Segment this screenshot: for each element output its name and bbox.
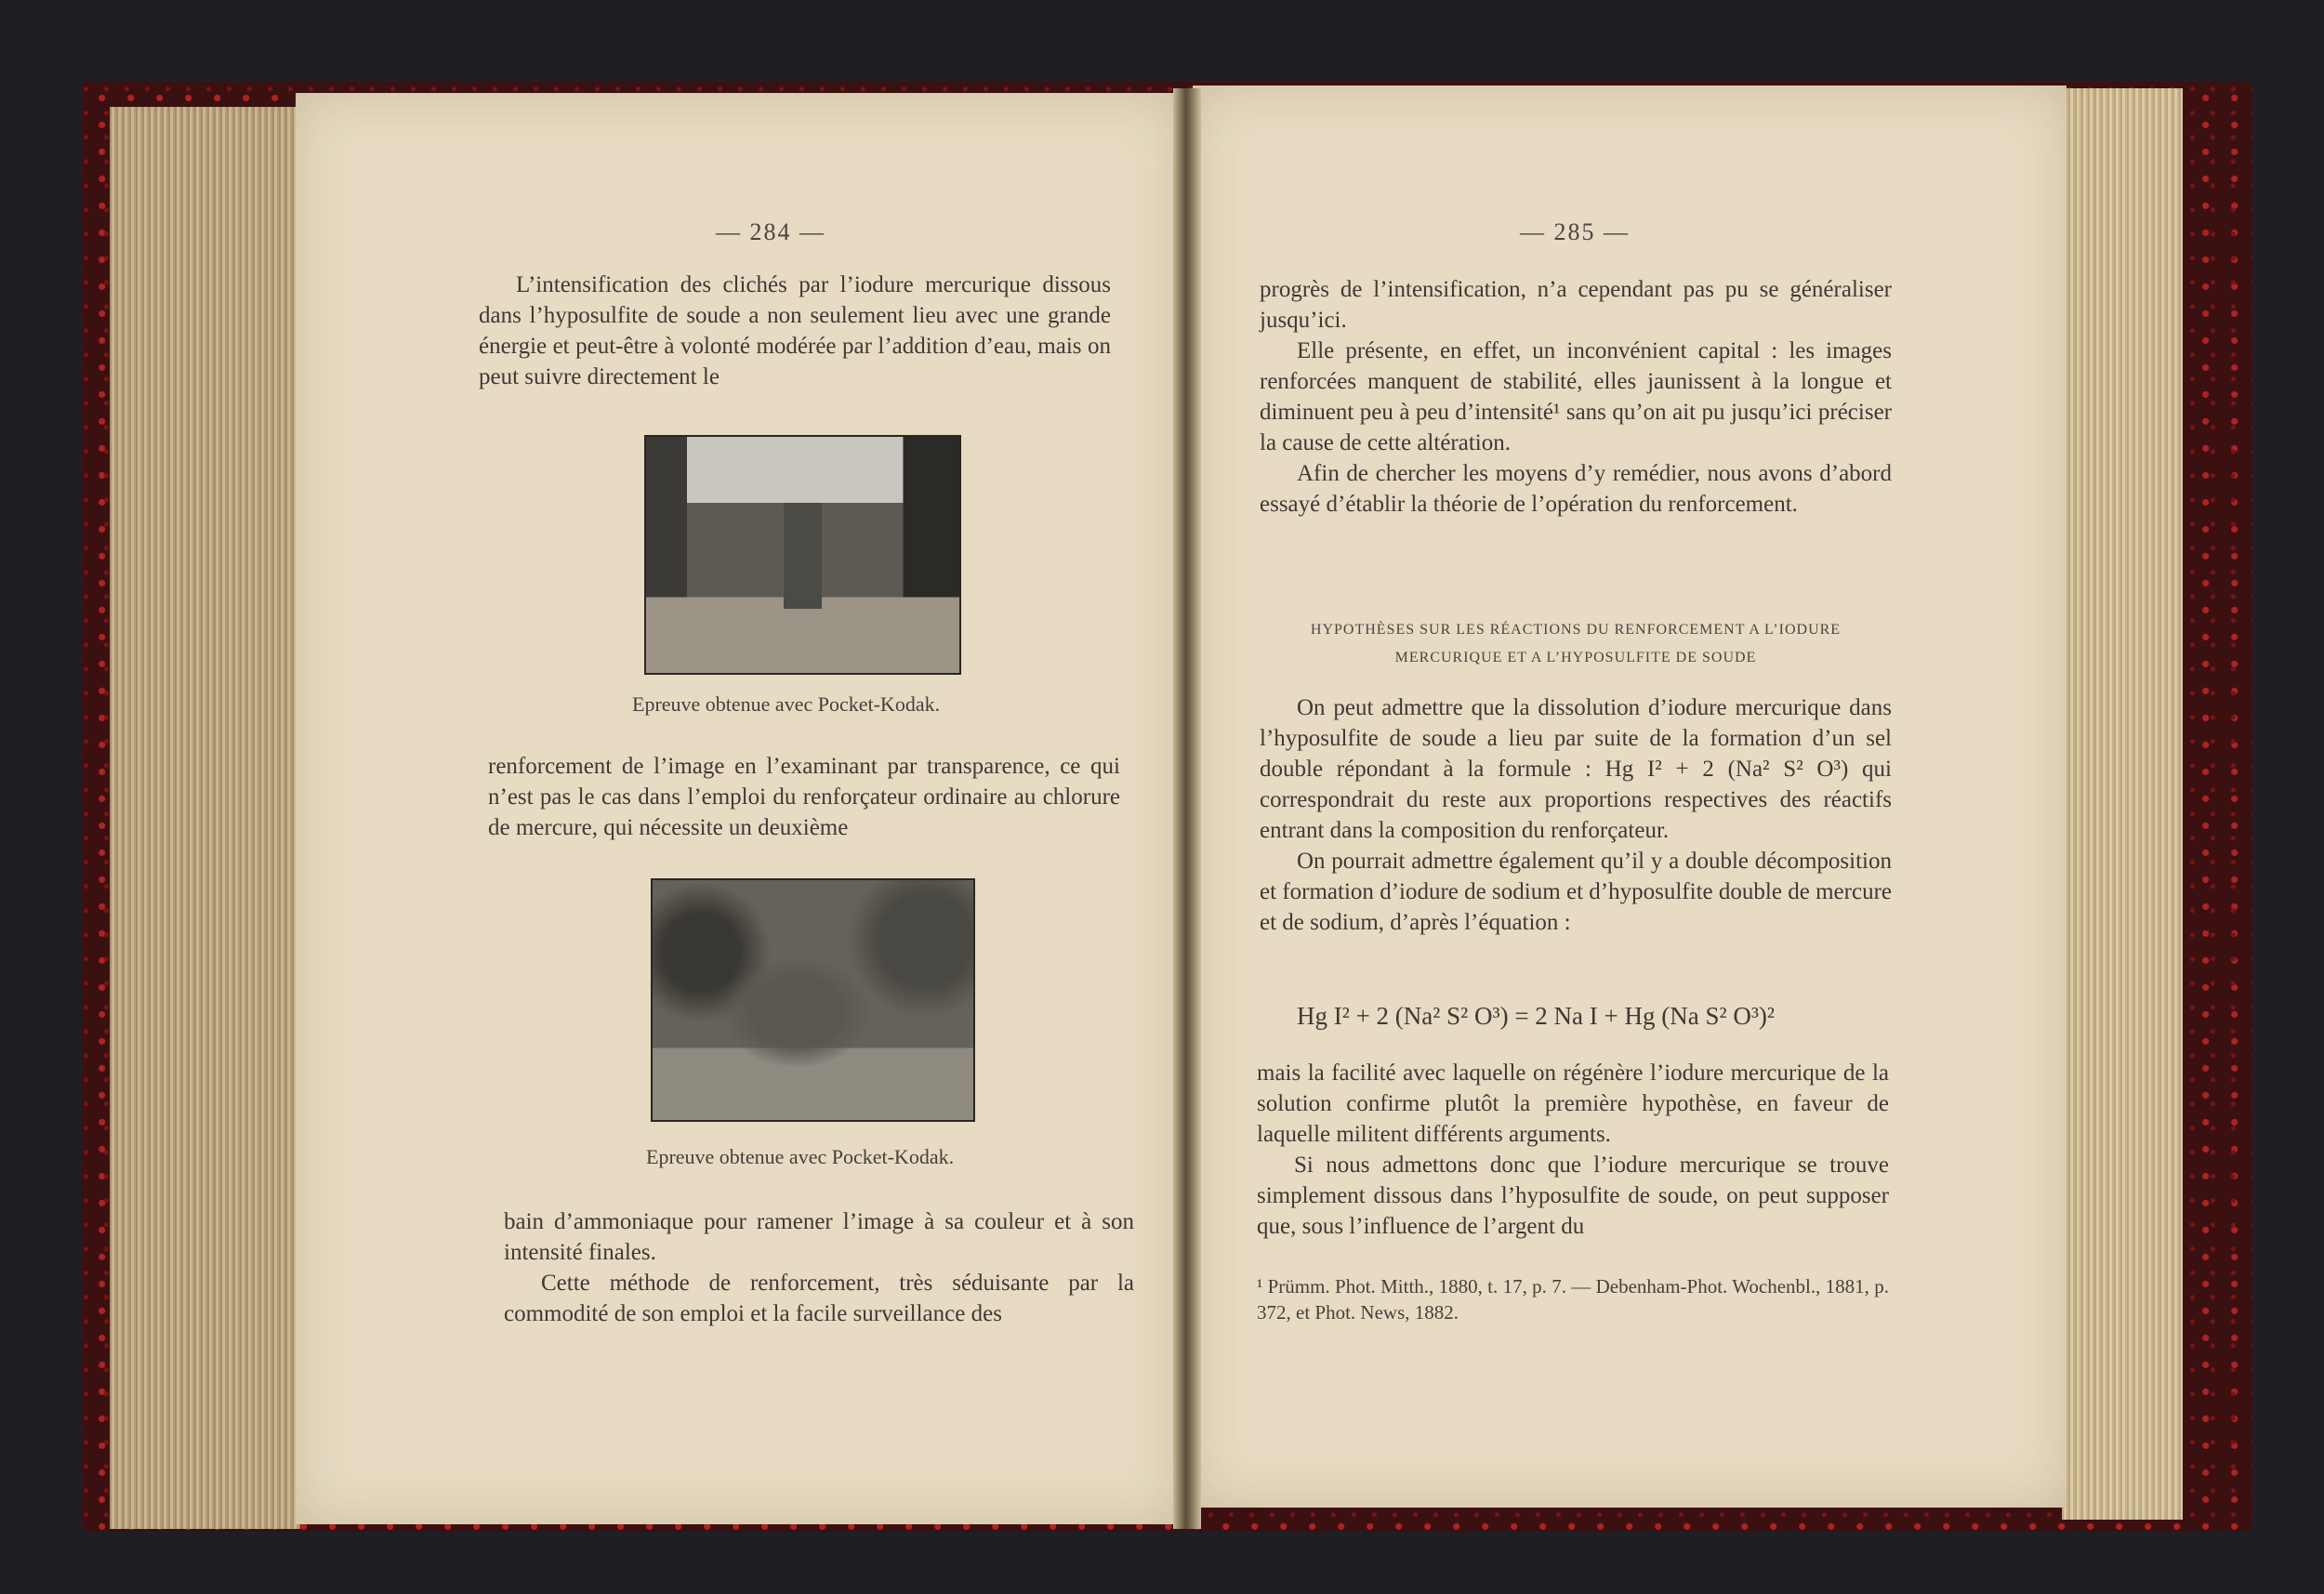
page-number-left: — 284 — — [716, 218, 825, 245]
page-block-right — [2062, 88, 2183, 1520]
left-paragraph-2 — [488, 751, 1120, 843]
footnote: ¹ Prümm. Phot. Mitth., 1880, t. 17, p. 7. — Debenham-Phot. Wochenbl., 1881, p. 372, et Phot. News, 1882. — [1257, 1275, 1889, 1324]
paragraph: bain d’ammoniaque pour ramener l’image à sa couleur et à son intensité finales. — [504, 1209, 1134, 1265]
right-paragraphs-middle — [1260, 692, 1892, 938]
paragraph: Afin de chercher les moyens d’y remédier, nous avons d’abord essayé d’établir la théorie de l’opération du renforcement. — [1260, 461, 1892, 517]
paragraph: mais la facilité avec laquelle on régénère l’iodure mercurique de la solution confirme plutôt la première hypothèse, en faveur de laquelle militent différents arguments. — [1257, 1060, 1889, 1147]
paragraph: L’intensification des clichés par l’iodure mercurique dissous dans l’hyposulfite de soude a non seulement lieu avec une grande énergie et peut-être à volonté modérée par l’addition d’eau, mais on peut suivre directement le — [479, 272, 1111, 389]
paragraph: On peut admettre que la dissolution d’iodure mercurique dans l’hyposulfite de soude a lieu par suite de la formation d’un sel double répondant à la formule : Hg I² + 2 (Na² S² O³) qui correspondrait du reste aux proportions respectives des réactifs entrant dans la composition du renforçateur. — [1260, 695, 1892, 843]
book-gutter — [1173, 88, 1201, 1529]
group-photo — [651, 878, 975, 1122]
page-number-right: — 285 — — [1520, 218, 1630, 245]
caption-1: Epreuve obtenue avec Pocket-Kodak. — [632, 692, 941, 716]
right-paragraphs-top — [1260, 274, 1892, 520]
paragraph: renforcement de l’image en l’examinant par transparence, ce qui n’est pas le cas dans l’emploi du renforçateur ordinaire au chlorure de mercure, qui nécessite un deuxième — [488, 754, 1120, 840]
street-photo — [644, 435, 961, 675]
chemical-equation: Hg I² + 2 (Na² S² O³) = 2 Na I + Hg (Na S² O³)² — [1297, 1002, 1776, 1030]
paragraph: progrès de l’intensification, n’a cependant pas pu se généraliser jusqu’ici. — [1260, 277, 1892, 333]
caption-2: Epreuve obtenue avec Pocket-Kodak. — [646, 1145, 955, 1168]
page-block-left — [110, 107, 300, 1529]
left-paragraph-3 — [504, 1206, 1134, 1329]
right-paragraphs-bottom — [1257, 1058, 1889, 1242]
left-paragraph-1 — [479, 270, 1111, 392]
paragraph: On pourrait admettre également qu’il y a double décomposition et formation d’iodure de sodium et d’hyposulfite double de mercure et de sodium, d’après l’équation : — [1260, 849, 1892, 935]
paragraph: Elle présente, en effet, un inconvénient capital : les images renforcées manquent de stabilité, elles jaunissent à la longue et diminuent peu à peu d’intensité¹ sans qu’on ait pu jusqu’ici préciser la cause de cette altération. — [1260, 338, 1892, 455]
paragraph: Cette méthode de renforcement, très séduisante par la commodité de son emploi et la facile surveillance des — [504, 1271, 1134, 1326]
paragraph: Si nous admettons donc que l’iodure mercurique se trouve simplement dissous dans l’hyposulfite de soude, on peut supposer que, sous l’influence de l’argent du — [1257, 1153, 1889, 1239]
section-heading: HYPOTHÈSES SUR LES RÉACTIONS DU RENFORCEMENT A L’IODURE MERCURIQUE ET A L’HYPOSULFITE DE SOUDE — [1310, 622, 1842, 665]
